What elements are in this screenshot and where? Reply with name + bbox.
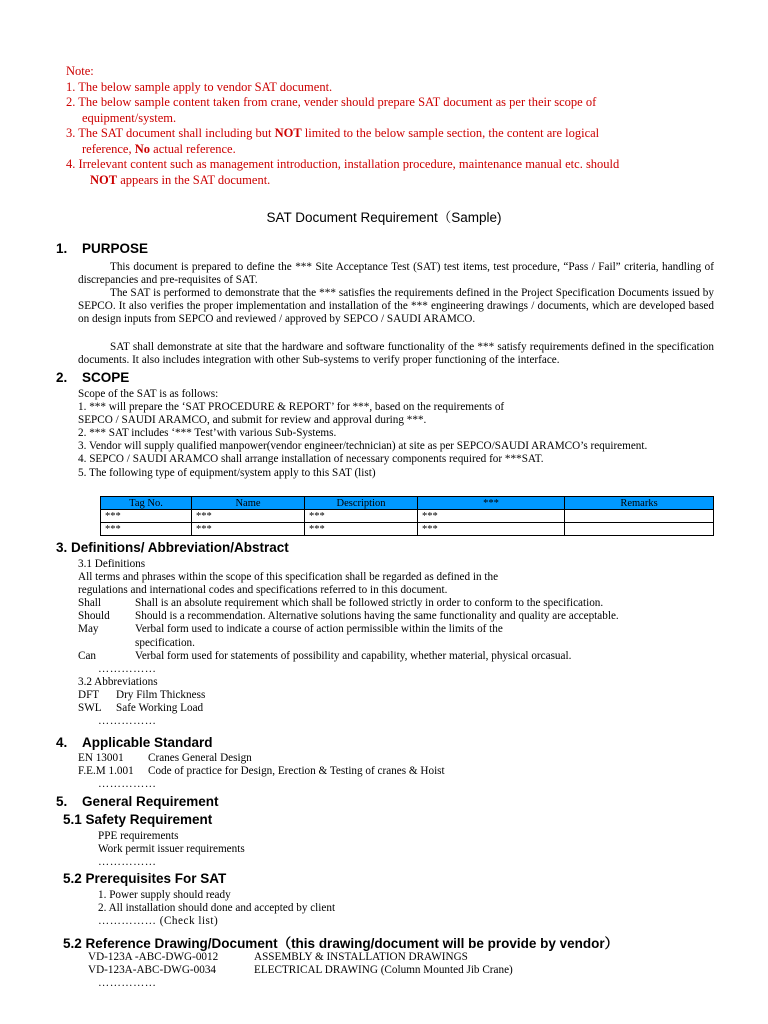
col-description: Description xyxy=(305,497,418,510)
reference-drawing-2: VD-123A-ABC-DWG-0034 ELECTRICAL DRAWING (Column Mounted Jib Crane) xyxy=(88,964,513,977)
reference-list xyxy=(88,951,728,990)
purpose-paragraph-2: The SAT is performed to demonstrate that the *** satisfies the requirements defined in the Project Specification Documents issued by SEPCO. It also verifies the proper implementation and installation of the *** engineering drawings / documents, which are developed based on design inputs from SEPCO and reviewed / approved by SEPCO / SAUDI ARAMCO. xyxy=(78,287,714,326)
table-cell: *** xyxy=(305,510,418,523)
note-item-3: 3. The SAT document shall including but NOT limited to the below sample section, the content are logical xyxy=(66,126,600,140)
definition-may-cont: specification. xyxy=(135,636,195,649)
scope-item-2: 2. *** SAT includes ‘*** Test’with various Sub-Systems. xyxy=(78,427,337,440)
permit-requirements: Work permit issuer requirements xyxy=(98,843,245,856)
ellipsis: …………… xyxy=(98,856,157,869)
scope-item-1-cont: SEPCO / SAUDI ARAMCO, and submit for review and approval during ***. xyxy=(78,414,427,427)
note-item-4: 4. Irrelevant content such as management introduction, installation procedure, maintenance manual etc. should xyxy=(66,157,620,171)
standard-en13001: EN 13001 Cranes General Design xyxy=(78,752,252,764)
ellipsis: …………… xyxy=(98,977,157,990)
abbreviations-subheading: 3.2 Abbreviations xyxy=(78,675,158,688)
equipment-table xyxy=(100,496,714,536)
scope-list xyxy=(78,388,714,480)
standard-section xyxy=(78,752,718,791)
purpose-paragraph-1: This document is prepared to define the *** Site Acceptance Test (SAT) test items, test procedure, “Pass / Fail” criteria, handling of discrepancies and pre-requisites of SAT. xyxy=(78,261,714,287)
note-item-1: 1. The below sample apply to vendor SAT document. xyxy=(66,79,333,94)
note-item-3-cont: reference, No actual reference. xyxy=(82,141,236,156)
table-cell: *** xyxy=(101,510,192,523)
abbreviation-swl: SWL Safe Working Load xyxy=(78,702,204,715)
ppe-requirements: PPE requirements xyxy=(98,830,179,842)
definition-can: Can Verbal form used for statements of possibility and capability, whether material, physical orcasual. xyxy=(78,649,572,662)
scope-heading: 2. SCOPE xyxy=(56,370,130,385)
scope-item-4: 4. SEPCO / SAUDI ARAMCO shall arrange installation of necessary components required for ***SAT. xyxy=(78,453,544,466)
note-item-4-cont: NOT appears in the SAT document. xyxy=(90,172,271,187)
safety-list xyxy=(98,830,698,869)
prerequisite-2: 2. All installation should done and accepted by client xyxy=(98,902,336,915)
scope-item-1: 1. *** will prepare the ‘SAT PROCEDURE & REPORT’ for ***, based on the requirements of xyxy=(78,401,505,414)
definition-shall: Shall Shall is an absolute requirement which shall be followed strictly in order to conform to the specification. xyxy=(78,597,604,610)
purpose-paragraph-3: SAT shall demonstrate at site that the hardware and software functionality of the *** satisfy requirements defined in the specification documents. It also includes integration with other Sub-systems to verify proper functioning of the interface. xyxy=(78,341,714,367)
prerequisite-checklist: …………… (Check list) xyxy=(98,915,219,928)
scope-item-3: 3. Vendor will supply qualified manpower(vendor engineer/technician) at site as per SEPCO/SAUDI ARAMCO’s requirement. xyxy=(78,440,648,453)
col-remarks: Remarks xyxy=(565,497,714,510)
abbreviation-dft: DFT Dry Film Thickness xyxy=(78,688,206,701)
note-block xyxy=(66,64,726,188)
table-header-row xyxy=(101,497,714,510)
general-heading: 5. General Requirement xyxy=(56,794,219,809)
table-row xyxy=(101,510,714,523)
table-cell: *** xyxy=(418,523,565,536)
prerequisites-list xyxy=(98,889,698,928)
scope-item-5: 5. The following type of equipment/system apply to this SAT (list) xyxy=(78,466,376,479)
definitions-subheading: 3.1 Definitions xyxy=(78,558,146,570)
col-stars: *** xyxy=(418,497,565,510)
reference-drawing-1: VD-123A -ABC-DWG-0012 ASSEMBLY & INSTALLATION DRAWINGS xyxy=(88,951,468,963)
table-cell xyxy=(565,523,714,536)
definitions-line-1: All terms and phrases within the scope of this specification shall be regarded as defined in the xyxy=(78,571,499,584)
ellipsis: …………… xyxy=(98,715,157,728)
note-item-2-cont: equipment/system. xyxy=(82,110,177,125)
prerequisites-subheading: 5.2 Prerequisites For SAT xyxy=(63,871,227,886)
table-cell: *** xyxy=(305,523,418,536)
standard-fem: F.E.M 1.001 Code of practice for Design, Erection & Testing of cranes & Hoist xyxy=(78,765,445,778)
safety-subheading: 5.1 Safety Requirement xyxy=(63,812,213,827)
definitions-heading: 3. Definitions/ Abbreviation/Abstract xyxy=(56,540,289,555)
scope-intro: Scope of the SAT is as follows: xyxy=(78,388,219,400)
document-title: SAT Document Requirement（Sample) xyxy=(266,210,502,225)
table-cell: *** xyxy=(101,523,192,536)
definition-should: Should Should is a recommendation. Alternative solutions having the same functionality and quality are acceptable. xyxy=(78,610,619,623)
table-cell: *** xyxy=(192,523,305,536)
table-cell xyxy=(565,510,714,523)
ellipsis: …………… xyxy=(98,778,157,791)
definition-may: May Verbal form used to indicate a course of action permissible within the limits of the xyxy=(78,623,503,636)
table-cell: *** xyxy=(192,510,305,523)
col-name: Name xyxy=(192,497,305,510)
ellipsis: …………… xyxy=(98,662,157,675)
prerequisite-1: 1. Power supply should ready xyxy=(98,889,231,901)
definitions-section xyxy=(78,558,718,728)
note-title: Note: xyxy=(66,64,94,78)
col-tag-no: Tag No. xyxy=(101,497,192,510)
table-row xyxy=(101,523,714,536)
table-cell: *** xyxy=(418,510,565,523)
definitions-line-2: regulations and international codes and specifications referred to in this document. xyxy=(78,584,448,597)
reference-subheading: 5.2 Reference Drawing/Document（this drawing/document will be provide by vendor） xyxy=(63,936,619,951)
note-item-2: 2. The below sample content taken from crane, vender should prepare SAT document as per their scope of xyxy=(66,95,597,109)
purpose-heading: 1. PURPOSE xyxy=(56,241,149,256)
standard-heading: 4. Applicable Standard xyxy=(56,735,213,750)
